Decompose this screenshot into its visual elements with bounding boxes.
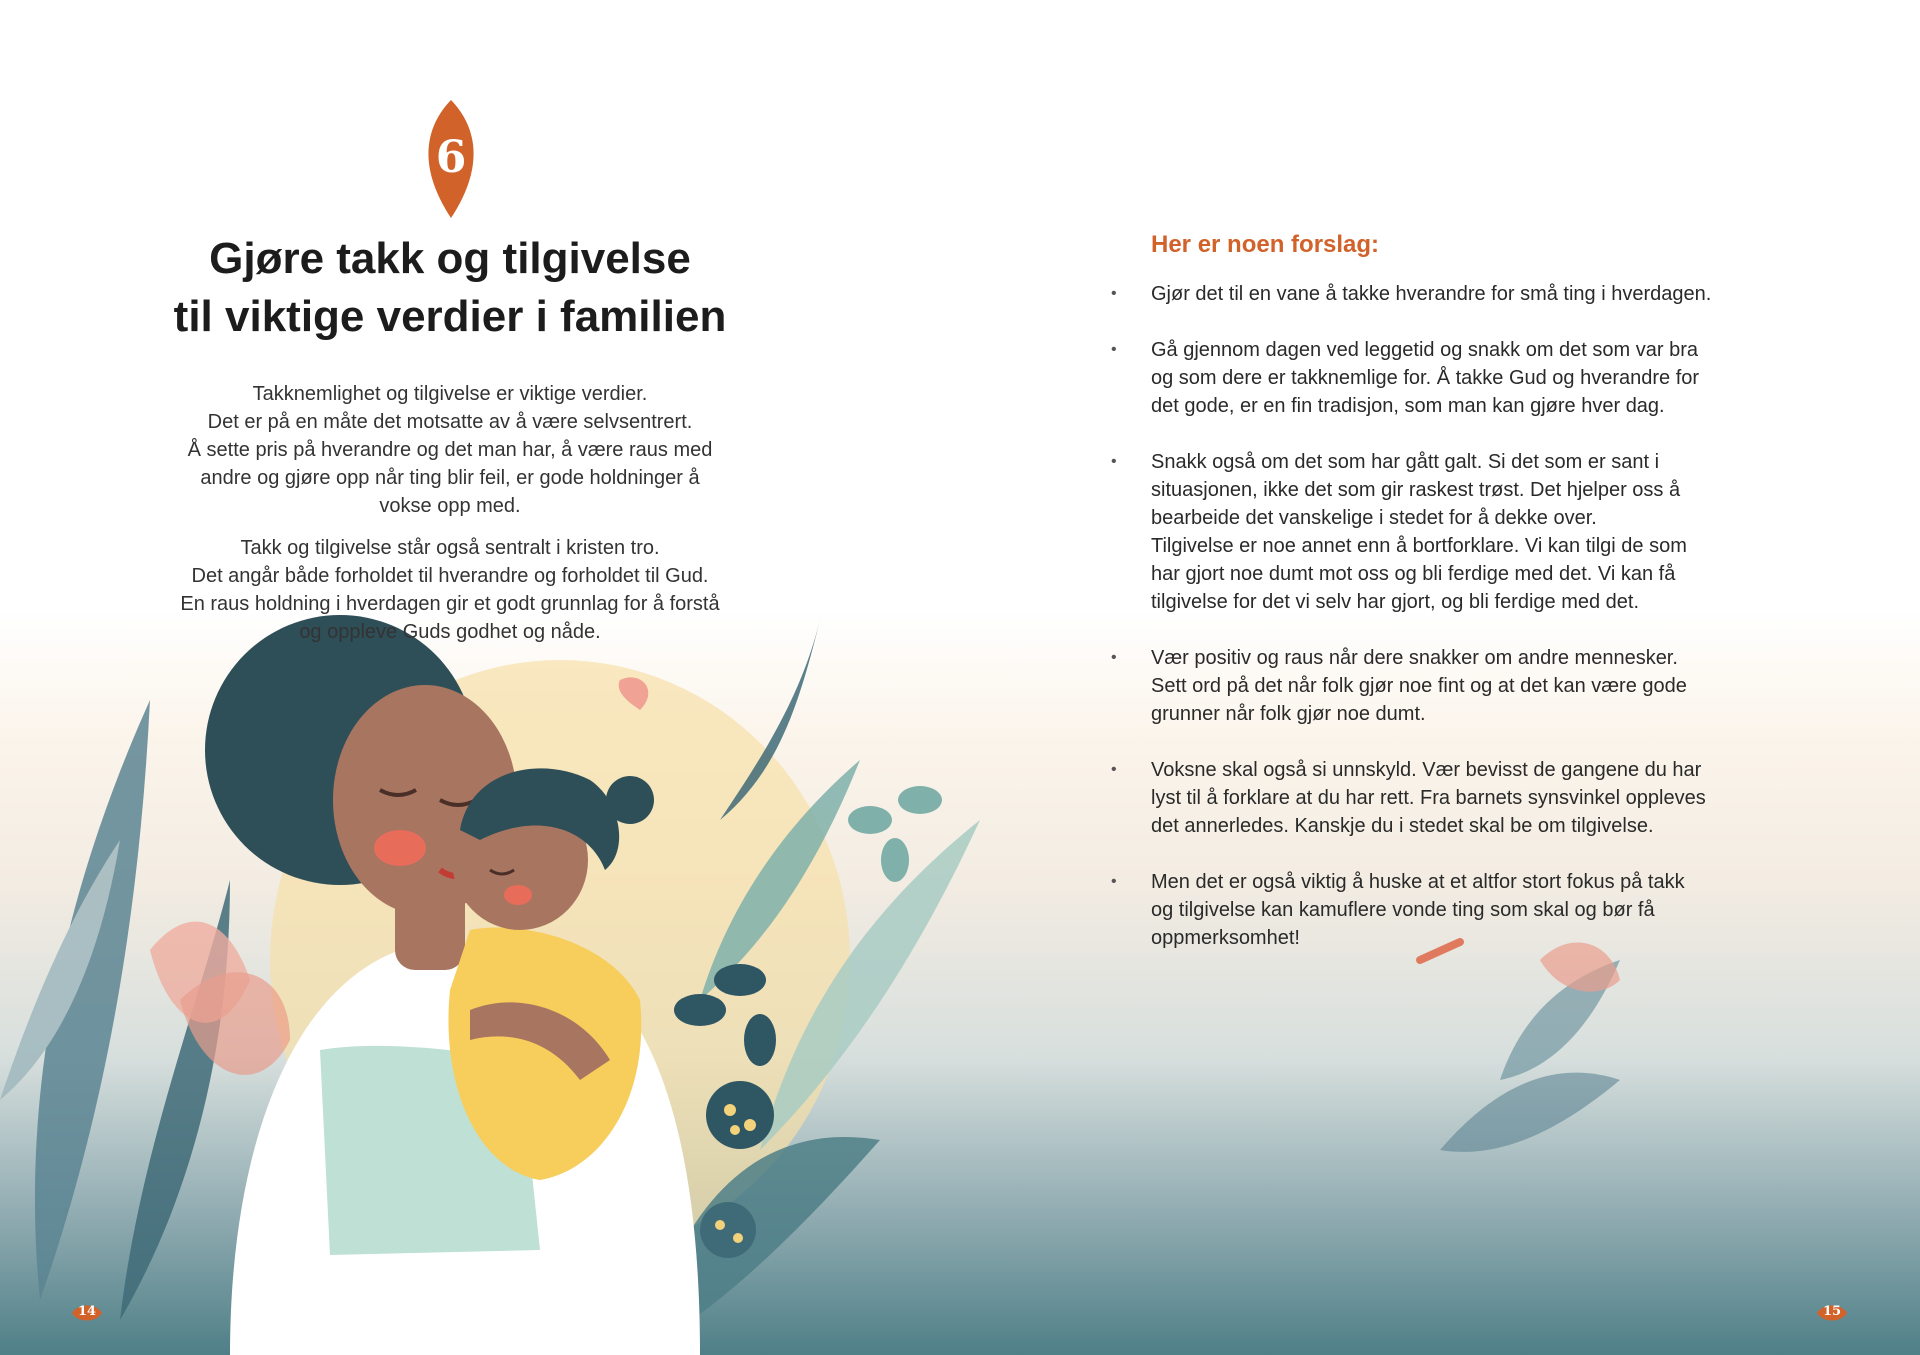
list-item	[1111, 644, 1761, 728]
text-line: og som dere er takknemlige for. Å takke Gud og hverandre for	[1151, 367, 1700, 389]
text-line: Vær positiv og raus når dere snakker om andre mennesker.	[1151, 647, 1678, 669]
title-line: til viktige verdier i familien	[173, 292, 727, 341]
suggestion-list	[1111, 280, 1761, 980]
text-line: Det er på en måte det motsatte av å være selvsentrert.	[207, 411, 693, 433]
list-item	[1111, 280, 1761, 308]
list-item	[1111, 756, 1761, 840]
list-item	[1111, 336, 1761, 420]
text-line: Snakk også om det som har gått galt. Si det som er sant i	[1151, 451, 1660, 473]
text-line: oppmerksomhet!	[1151, 927, 1300, 949]
text-line: Sett ord på det når folk gjør noe fint og at det kan være gode	[1151, 675, 1687, 697]
title-line: Gjøre takk og tilgivelse	[209, 234, 691, 283]
list-item	[1111, 868, 1761, 952]
text-line: vokse opp med.	[379, 495, 521, 517]
bullet-icon: •	[1111, 341, 1117, 358]
text-line: Gå gjennom dagen ved leggetid og snakk om det som var bra	[1151, 339, 1698, 361]
text-line: En raus holdning i hverdagen gir et godt grunnlag for å forstå	[180, 593, 720, 615]
bullet-icon: •	[1111, 649, 1117, 666]
chapter-number: 6	[435, 132, 467, 183]
bullet-icon: •	[1111, 285, 1117, 302]
text-line: Gjør det til en vane å takke hverandre for små ting i hverdagen.	[1151, 283, 1712, 305]
text-line: tilgivelse for det vi selv har gjort, og bli ferdige med det.	[1151, 591, 1640, 613]
text-line: det gode, er en fin tradisjon, som man kan gjøre hver dag.	[1151, 395, 1665, 417]
text-line: og tilgivelse kan kamuflere vonde ting som skal og bør få	[1151, 899, 1655, 921]
text-line: andre og gjøre opp når ting blir feil, er gode holdninger å	[200, 467, 700, 489]
page-number-text: 15	[1822, 1304, 1842, 1319]
chapter-badge	[418, 98, 484, 220]
page-number-text: 14	[77, 1304, 97, 1319]
right-page	[960, 0, 1920, 1355]
text-line: Takknemlighet og tilgivelse er viktige verdier.	[252, 383, 648, 405]
page-title	[130, 230, 770, 346]
text-line: situasjonen, ikke det som gir raskest trøst. Det hjelper oss å	[1151, 479, 1681, 501]
suggestions-heading: Her er noen forslag:	[1151, 231, 1380, 258]
text-line: Takk og tilgivelse står også sentralt i kristen tro.	[240, 537, 660, 559]
page-number-right	[1815, 1301, 1849, 1325]
text-line: Å sette pris på hverandre og det man har, å være raus med	[187, 439, 713, 461]
text-line: og oppleve Guds godhet og nåde.	[299, 621, 601, 643]
text-line: Det angår både forholdet til hverandre og forholdet til Gud.	[191, 565, 709, 587]
text-line: Tilgivelse er noe annet enn å bortforklare. Vi kan tilgi de som	[1151, 535, 1687, 557]
text-line: Voksne skal også si unnskyld. Vær bevisst de gangene du har	[1151, 759, 1702, 781]
text-line: det annerledes. Kanskje du i stedet skal be om tilgivelse.	[1151, 815, 1654, 837]
intro-paragraph	[140, 534, 760, 646]
text-line: har gjort noe dumt mot oss og bli ferdige med det. Vi kan få	[1151, 563, 1676, 585]
bullet-icon: •	[1111, 873, 1117, 890]
bullet-icon: •	[1111, 761, 1117, 778]
bullet-icon: •	[1111, 453, 1117, 470]
text-line: bearbeide det vanskelige i stedet for å dekke over.	[1151, 507, 1597, 529]
intro-paragraph	[140, 380, 760, 520]
list-item	[1111, 448, 1761, 616]
text-line: lyst til å forklare at du har rett. Fra barnets synsvinkel oppleves	[1151, 787, 1706, 809]
page-number-left	[70, 1301, 104, 1325]
text-line: Men det er også viktig å huske at et altfor stort fokus på takk	[1151, 871, 1685, 893]
intro-text	[140, 380, 760, 660]
text-line: grunner når folk gjør noe dumt.	[1151, 703, 1426, 725]
